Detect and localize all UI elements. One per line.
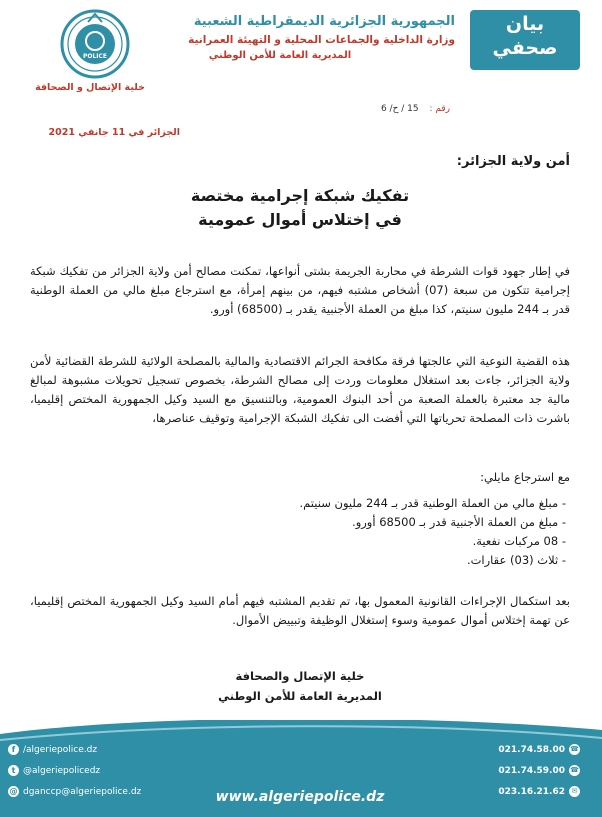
document-title	[150, 184, 450, 232]
title-line-2: في إختلاس أموال عمومية	[198, 210, 402, 229]
fax-icon: ✉	[569, 786, 580, 797]
paragraph-2: هذه القضية النوعية التي عالجتها فرقة مكافحة الجرائم الاقتصادية والمالية بالمصلحة الولائية للشرطة القضائية لأمن ولاية الجزائر، جاءت بعد استغلال معلومات وردت إلى مصالح الشرطة، بخصوص تسجيل تحويلات مشبوهة لمبالغ مالية جد معتبرة بالعملة الصعبة من أحد البنوك العمومية، وبالتنسيق مع السيد وكيل الجمهورية المختص إقليميا، باشرت ذات المصلحة تحرياتها التي أفضت الى تفكيك الشبكة الإجرامية وتوقيف عناصرها،	[30, 354, 570, 425]
reference-label: رقم :	[429, 104, 450, 114]
logo-text: POLICE	[82, 53, 108, 60]
email-icon: @	[9, 787, 18, 796]
police-logo-icon	[60, 8, 130, 82]
list-item: - مبلغ مالي من العملة الوطنية قدر بـ 244 مليون سنيتم.	[30, 494, 570, 513]
wilaya-heading: أمن ولاية الجزائر:	[456, 154, 570, 169]
title-line-1: تفكيك شبكة إجرامية مختصة	[190, 186, 410, 205]
fax-text: 023.16.21.62	[498, 787, 565, 797]
email-text: dganccp@algeriepolice.dz	[23, 787, 142, 797]
republic-name: الجمهورية الجزائرية الديمقراطية الشعبية	[193, 14, 455, 29]
footer	[0, 720, 602, 817]
signature-line-1: خلية الإتصال والصحافة	[235, 669, 365, 683]
date-line: الجزائر في 11 جانفي 2021	[48, 127, 180, 138]
reference-number: 15 / ح/ 6	[380, 104, 419, 114]
phone-icon: ☎	[570, 766, 579, 774]
facebook-link[interactable]	[8, 744, 97, 755]
paragraph-1: في إطار جهود قوات الشرطة في محاربة الجريمة بشتى أنواعها، تمكنت مصالح أمن ولاية الجزائر من تفكيك شبكة إجرامية تتكون من سبعة (07) أشخاص مشتبه فيهم، من بينهم إمرأة، مع استرجاع مبلغ مالي من العملة الوطنية قدر بـ 244 مليون سنيتم، كذا مبلغ من العملة الأجنبية يقدر بـ (68500) أورو.	[30, 264, 570, 316]
twitter-icon: t	[8, 765, 19, 776]
phone-2-text: 021.74.59.00	[498, 766, 565, 776]
signature-line-2: المديرية العامة للأمن الوطني	[218, 689, 382, 703]
twitter-link[interactable]	[8, 765, 100, 776]
list-intro: مع استرجاع مايلي:	[480, 470, 570, 484]
phone-1	[470, 744, 580, 755]
list-item: - مبلغ من العملة الأجنبية قدر بـ 68500 أورو.	[30, 513, 570, 532]
badge-line-2: صحفي	[492, 37, 558, 59]
facebook-text: /algeriepolice.dz	[23, 745, 98, 755]
reference-line	[230, 104, 450, 114]
facebook-icon: f	[8, 744, 19, 755]
list-item: - 08 مركبات نفعية.	[30, 532, 570, 551]
email-link[interactable]	[8, 786, 141, 797]
fax	[470, 786, 580, 797]
recovered-items-list	[30, 494, 570, 570]
press-release-badge	[470, 10, 580, 70]
signature-block	[170, 666, 430, 706]
ministry-name: وزارة الداخلية والجماعات المحلية و التهيئة العمرانية	[188, 34, 455, 46]
cell-label: خلية الإتصال و الصحافة	[35, 82, 145, 93]
phone-2	[470, 765, 580, 776]
phone-icon: ☎	[570, 745, 579, 753]
paragraph-3: بعد استكمال الإجراءات القانونية المعمول بها، تم تقديم المشتبه فيهم أمام السيد وكيل الجمهورية المختص إقليميا، عن تهمة إختلاس أموال عمومية وسوء إستغلال الوظيفة وتبييض الأموال.	[30, 594, 570, 627]
list-item: - ثلاث (03) عقارات.	[30, 551, 570, 570]
letterhead	[145, 12, 455, 64]
badge-line-1: بيان	[505, 13, 545, 35]
website-link[interactable]: www.algeriepolice.dz	[215, 789, 385, 805]
directorate-name: المديرية العامة للأمن الوطني	[208, 50, 352, 61]
twitter-text: @algeriepolicedz	[23, 766, 101, 776]
phone-1-text: 021.74.58.00	[498, 745, 565, 755]
